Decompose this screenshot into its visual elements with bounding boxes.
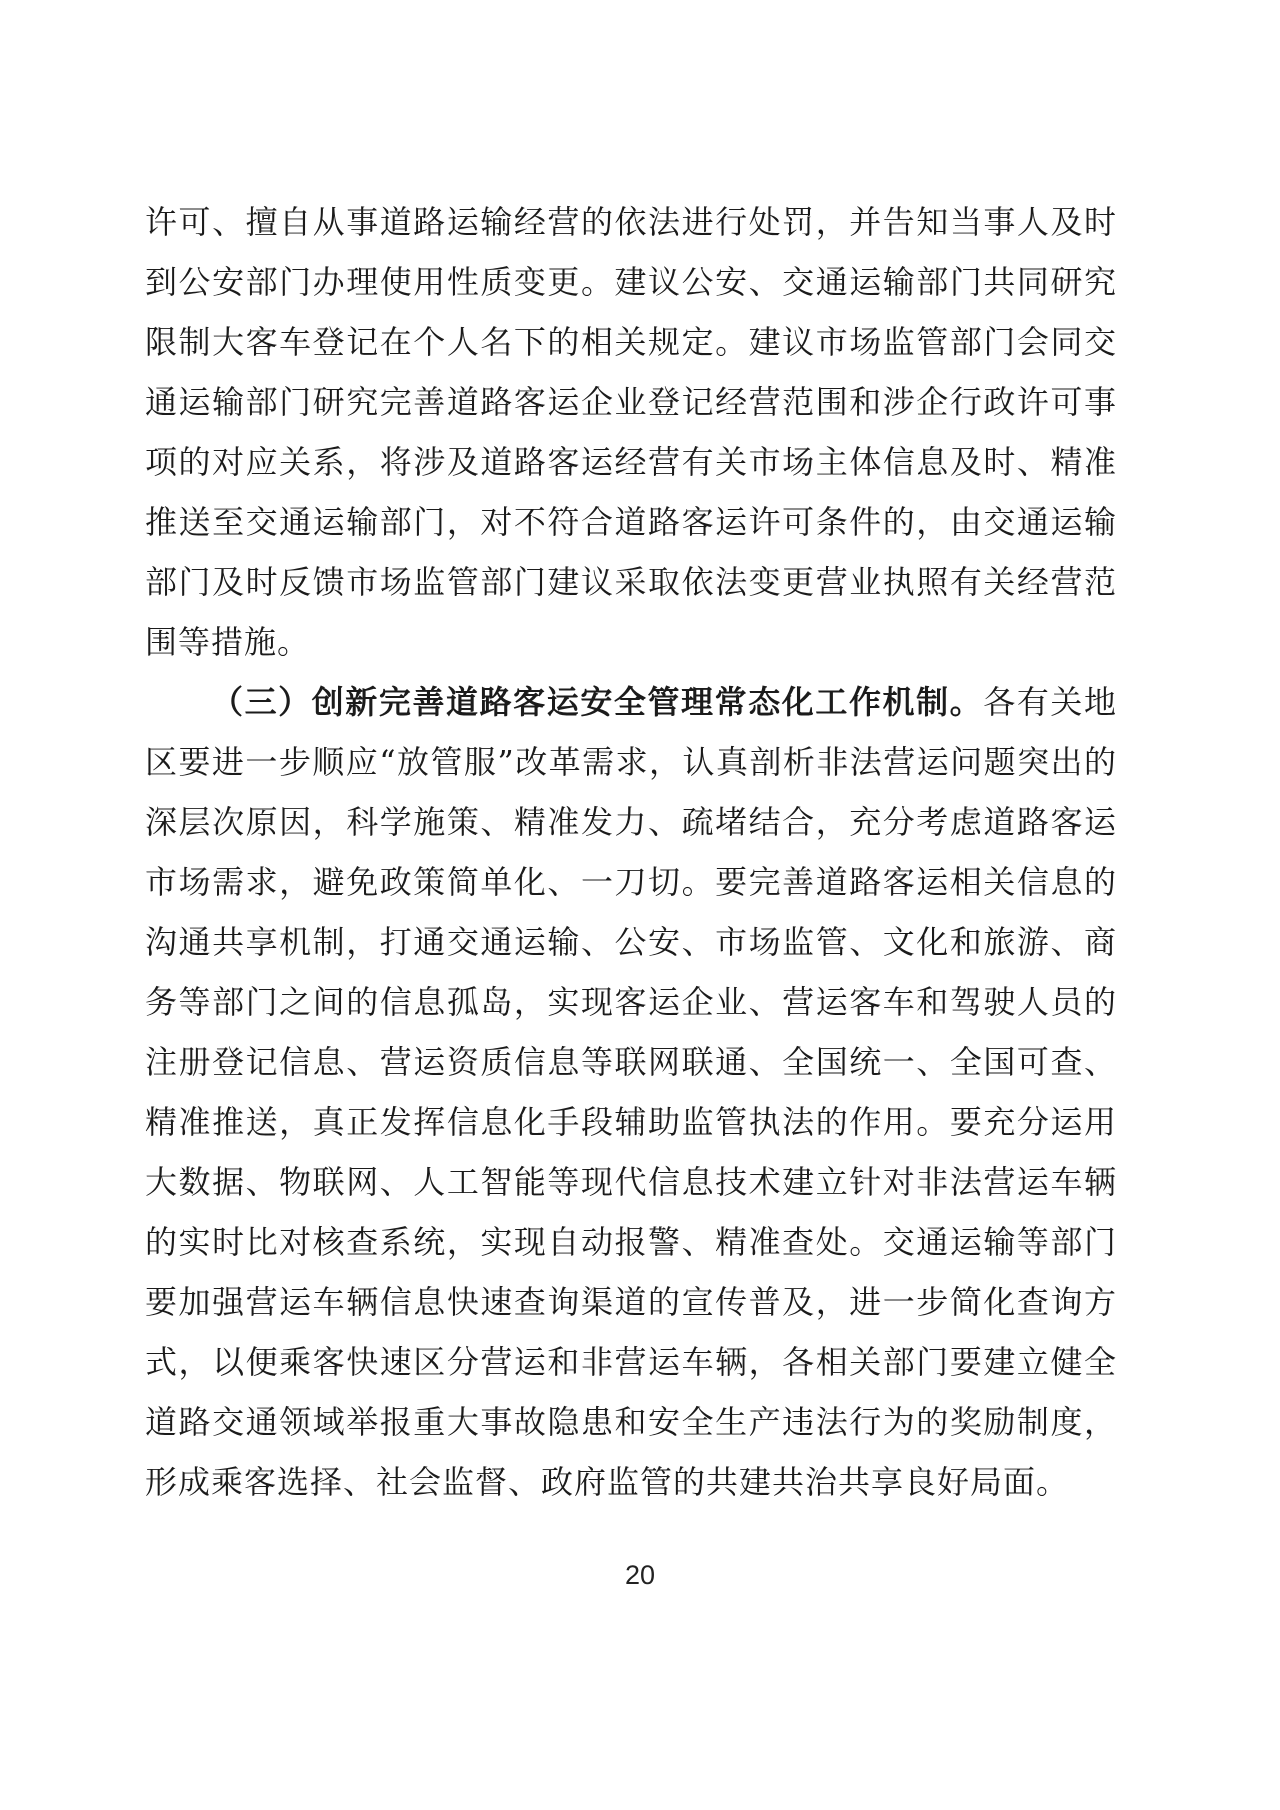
text-block (145, 192, 1117, 1512)
paragraph-continuation (145, 192, 1117, 672)
paragraph-text: 许可、擅自从事道路运输经营的依法进行处罚，并告知当事人及时到公安部门办理使用性质变更。建议公安、交通运输部门共同研究限制大客车登记在个人名下的相关规定。建议市场监管部门会同交通运输部门研究完善道路客运企业登记经营范围和涉企行政许可事项的对应关系，将涉及道路客运经营有关市场主体信息及时、精准推送至交通运输部门，对不符合道路客运许可条件的，由交通运输部门及时反馈市场监管部门建议采取依法变更营业执照有关经营范围等措施。 (145, 203, 1117, 661)
paragraph-section-3 (145, 672, 1117, 1512)
page-number: 20 (624, 1560, 656, 1590)
section-heading: （三）创新完善道路客运安全管理常态化工作机制。 (211, 683, 984, 721)
paragraph-text: 各有关地区要进一步顺应“放管服”改革需求，认真剖析非法营运问题突出的深层次原因，科学施策、精准发力、疏堵结合，充分考虑道路客运市场需求，避免政策简单化、一刀切。要完善道路客运相关信息的沟通共享机制，打通交通运输、公安、市场监管、文化和旅游、商务等部门之间的信息孤岛，实现客运企业、营运客车和驾驶人员的注册登记信息、营运资质信息等联网联通、全国统一、全国可查、精准推送，真正发挥信息化手段辅助监管执法的作用。要充分运用大数据、物联网、人工智能等现代信息技术建立针对非法营运车辆的实时比对核查系统，实现自动报警、精准查处。交通运输等部门要加强营运车辆信息快速查询渠道的宣传普及，进一步简化查询方式，以便乘客快速区分营运和非营运车辆，各相关部门要建立健全道路交通领域举报重大事故隐患和安全生产违法行为的奖励制度，形成乘客选择、社会监督、政府监管的共建共治共享良好局面。 (145, 683, 1117, 1501)
